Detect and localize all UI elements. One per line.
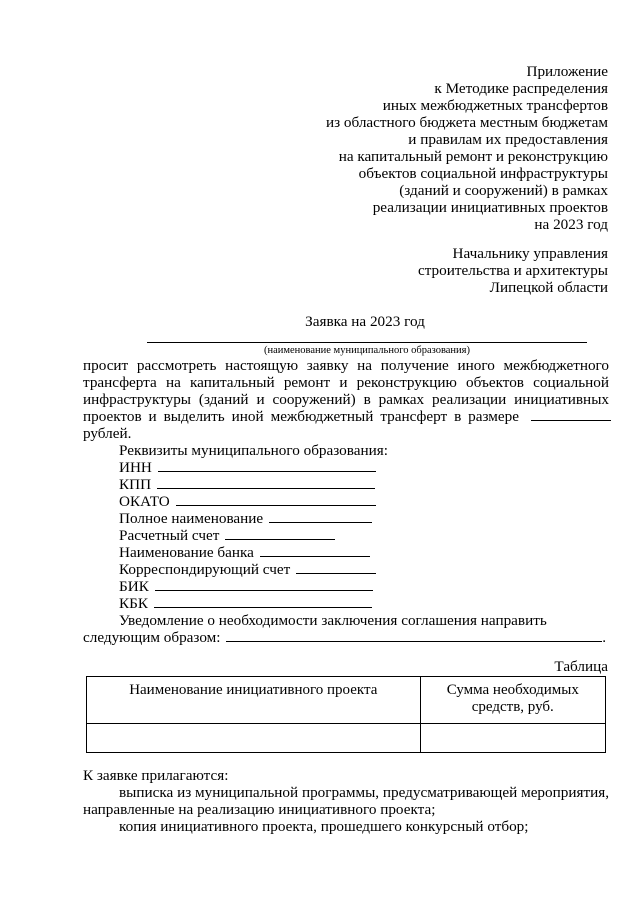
appendix-line: и правилам их предоставления — [408, 131, 608, 148]
appendix-line: на 2023 год — [534, 216, 608, 233]
request-line: инфраструктуры (зданий и сооружений) в рамках реализации инициативных — [83, 391, 609, 408]
requisite-row-account — [119, 527, 376, 544]
municipality-caption: (наименование муниципального образования) — [263, 345, 471, 356]
notification-end: . — [602, 629, 607, 646]
appendix-line: объектов социальной инфраструктуры — [358, 165, 608, 182]
requisite-label: Корреспондирующий счет — [119, 561, 291, 578]
table-header-sum-label-1: Сумма необходимых — [446, 682, 579, 698]
transfer-amount-field[interactable] — [531, 408, 611, 421]
requisite-label: КПП — [119, 476, 152, 493]
request-line: трансферта на капитальный ремонт и реконструкцию объектов социальной — [83, 374, 609, 391]
requisites-heading: Реквизиты муниципального образования: — [119, 442, 388, 459]
table-header-project — [87, 677, 421, 724]
notification-label: следующим образом: — [83, 629, 221, 646]
requisites-list — [119, 459, 376, 612]
addressee-line: строительства и архитектуры — [417, 262, 608, 279]
requisite-label: КБК — [119, 595, 148, 612]
appendix-block — [326, 63, 608, 233]
appendix-line: реализации инициативных проектов — [372, 199, 608, 216]
requisite-row-corr-account — [119, 561, 376, 578]
table-cell-project[interactable] — [87, 724, 421, 753]
table-header-row — [87, 677, 606, 724]
attachment-item-1-line-2: направленные на реализацию инициативного проекта; — [83, 801, 436, 818]
appendix-line: Приложение — [526, 63, 608, 80]
attachment-item-2: копия инициативного проекта, прошедшего конкурсный отбор; — [119, 818, 529, 835]
addressee-line: Липецкой области — [489, 279, 608, 296]
requisite-row-bank — [119, 544, 376, 561]
kpp-field[interactable] — [157, 476, 375, 489]
kbk-field[interactable] — [154, 595, 372, 608]
document-title: Заявка на 2023 год — [305, 313, 425, 330]
addressee-line: Начальнику управления — [452, 245, 608, 262]
requisite-row-inn — [119, 459, 376, 476]
requisite-label: Полное наименование — [119, 510, 264, 527]
attachments-list — [83, 784, 609, 835]
settlement-account-field[interactable] — [225, 527, 335, 540]
correspondent-account-field[interactable] — [296, 561, 376, 574]
requisite-row-bik — [119, 578, 376, 595]
full-name-field[interactable] — [269, 510, 372, 523]
inn-field[interactable] — [158, 459, 376, 472]
table-header-sum — [420, 677, 605, 724]
requisite-label: Наименование банка — [119, 544, 254, 561]
requisite-label: БИК — [119, 578, 149, 595]
notification-line-2 — [83, 629, 606, 646]
requisite-row-full-name — [119, 510, 376, 527]
addressee-block — [418, 245, 608, 296]
requisite-row-kbk — [119, 595, 376, 612]
attachments-heading: К заявке прилагаются: — [83, 767, 229, 784]
projects-table — [86, 676, 606, 753]
requisite-row-okato — [119, 493, 376, 510]
requisite-label: Расчетный счет — [119, 527, 220, 544]
notification-method-field[interactable] — [226, 629, 602, 642]
appendix-line: (зданий и сооружений) в рамках — [399, 182, 608, 199]
municipality-name-line — [147, 342, 587, 343]
request-line: рублей. — [83, 425, 132, 442]
notification-line-1: Уведомление о необходимости заключения соглашения направить — [119, 612, 547, 629]
request-paragraph — [83, 357, 609, 442]
appendix-line: иных межбюджетных трансфертов — [382, 97, 608, 114]
requisite-row-kpp — [119, 476, 376, 493]
appendix-line: из областного бюджета местным бюджетам — [325, 114, 608, 131]
attachment-item-1-line-1: выписка из муниципальной программы, предусматривающей мероприятия, — [119, 784, 609, 801]
appendix-line: на капитальный ремонт и реконструкцию — [338, 148, 608, 165]
table-caption: Таблица — [554, 658, 608, 675]
bik-field[interactable] — [155, 578, 373, 591]
okato-field[interactable] — [176, 493, 376, 506]
requisite-label: ИНН — [119, 459, 152, 476]
request-line: проектов и выделить иной межбюджетный трансферт в размере — [83, 408, 519, 425]
table-cell-sum[interactable] — [420, 724, 605, 753]
request-amount-line — [83, 408, 609, 425]
appendix-line: к Методике распределения — [434, 80, 608, 97]
bank-name-field[interactable] — [260, 544, 370, 557]
request-line: просит рассмотреть настоящую заявку на получение иного межбюджетного — [83, 357, 609, 374]
table-row — [87, 724, 606, 753]
table-header-sum-label-2: средств, руб. — [471, 699, 554, 715]
table-header-project-label: Наименование инициативного проекта — [129, 682, 378, 698]
requisite-label: ОКАТО — [119, 493, 170, 510]
